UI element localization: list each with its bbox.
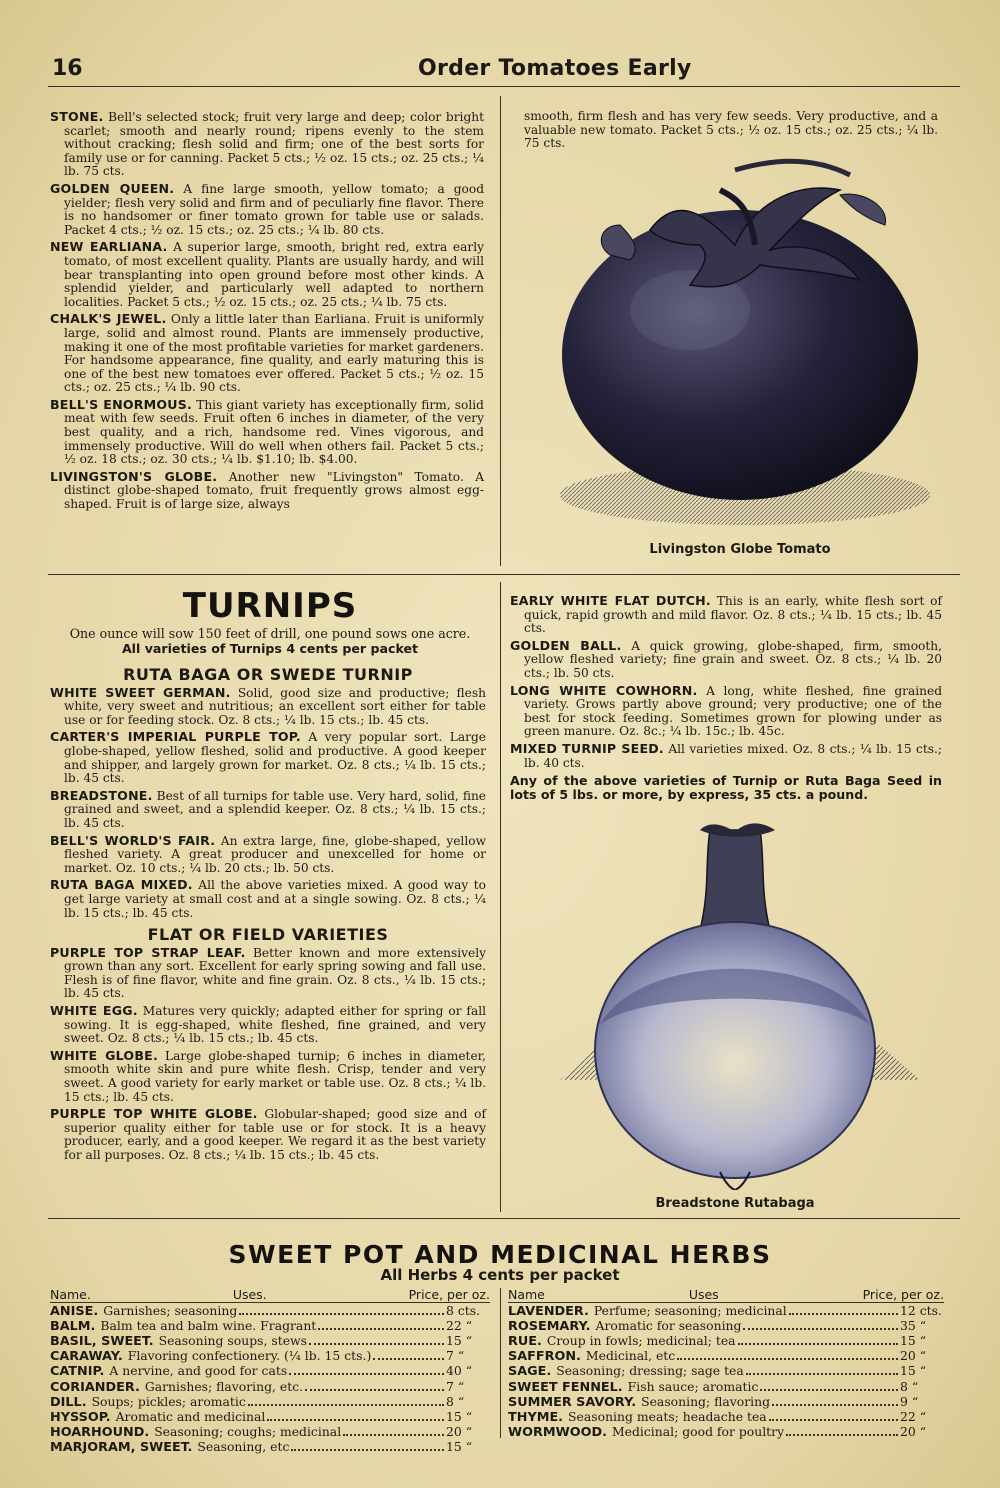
entry-description: Another new "Livingston" Tomato. A distinct globe-shaped tomato, fruit frequently grows almost egg-shaped. Fruit is of large size, always	[64, 469, 485, 512]
herb-price: 35 “	[900, 1317, 927, 1333]
entry-name: CHALK'S JEWEL.	[50, 311, 167, 327]
herb-uses: Seasoning soups, stews	[158, 1333, 307, 1348]
ruta-baga-heading: RUTA BAGA OR SWEDE TURNIP	[123, 665, 413, 684]
entry-name: STONE.	[50, 109, 104, 124]
entry-description: A fine large smooth, yellow tomato; a good yielder; flesh very solid and firm and of peculiarly fine flavor. There is no handsomer or finer tomato grown for table use or salads. Packet 4 cts.; ½ oz. 15 cts.; oz. 25 cts.; ¼ lb. 80 cts.	[64, 181, 484, 237]
tomato-caption: Livingston Globe Tomato	[649, 542, 831, 557]
entry-description: Best of all turnips for table use. Very hard, solid, fine grained and sweet, and a splendid keeper. Oz. 8 cts.; ¼ lb. 15 cts.; lb. 45 cts.	[64, 788, 487, 830]
catalog-entry	[50, 1049, 486, 1104]
herb-price: 8 “	[900, 1378, 919, 1394]
herb-row	[508, 1380, 944, 1395]
ruta-baga-list	[50, 686, 486, 921]
entry-name: GOLDEN QUEEN.	[50, 180, 175, 196]
herb-price: 9 “	[900, 1393, 919, 1409]
catalog-entry	[50, 686, 486, 728]
herb-price: 22 “	[446, 1317, 473, 1333]
entry-name: EARLY WHITE FLAT DUTCH.	[510, 593, 711, 608]
catalog-entry	[50, 240, 484, 309]
herb-row	[508, 1349, 944, 1364]
entry-description: Solid, good size and productive; flesh white, very sweet and nutritious; an excellent sort either for table use or for feeding stock. Oz. 8 cts.; ¼ lb. 15 cts.; lb. 45 cts.	[64, 685, 486, 727]
catalog-entry	[50, 110, 484, 179]
entry-description: All varieties mixed. Oz. 8 cts.; ¼ lb. 15 cts.; lb. 40 cts.	[524, 741, 943, 770]
herbs-right-table	[508, 1288, 944, 1440]
leader-dots	[769, 1419, 898, 1421]
flat-varieties-list	[50, 946, 486, 1163]
leader-dots	[786, 1434, 898, 1436]
herb-price: 12 cts.	[900, 1302, 942, 1318]
entry-name: MIXED TURNIP SEED.	[510, 740, 664, 756]
entry-description: Globular-shaped; good size and of superior quality either for table use or for stock. It is a heavy producer, early, and a good keeper. We regard it as the best variety for all purposes. Oz. 8 cts.; ¼ lb. 15 cts.; lb. 45 cts.	[64, 1107, 486, 1162]
entry-description: Matures very quickly; adapted either for spring or fall sowing. It is egg-shaped, white fleshed, fine grained, and very sweet. Oz. 8 cts.; ¼ lb. 15 cts.; lb. 45 cts.	[64, 1004, 487, 1046]
herb-row	[50, 1304, 490, 1319]
herbs-left-table	[50, 1288, 490, 1456]
entry-description: This is an early, white flesh sort of quick, rapid growth and mild flavor. Oz. 8 cts.; ¼ lb. 15 cts.; lb. 45 cts.	[524, 594, 943, 636]
herb-uses: A nervine, and good for cats	[109, 1363, 288, 1379]
herb-name: MARJORAM, SWEET.	[50, 1440, 193, 1456]
tomato-list-left	[50, 110, 484, 515]
herb-name: ANISE.	[50, 1303, 99, 1319]
entry-name: BELL'S WORLD'S FAIR.	[50, 832, 216, 848]
entry-name: WHITE SWEET GERMAN.	[50, 684, 231, 700]
leader-dots	[289, 1373, 444, 1375]
leader-dots	[239, 1313, 444, 1315]
bulk-turnip-note: Any of the above varieties of Turnip or Ruta Baga Seed in lots of 5 lbs. or more, by express, 35 cts. a pound.	[510, 773, 942, 803]
catalog-entry	[50, 1004, 486, 1046]
herb-row	[508, 1395, 944, 1410]
entry-description: A superior large, smooth, bright red, extra early tomato, of most excellent quality. Plants are usually hardy, and will bear transplanting into open ground before most other kinds. A splendid yielder, and particularly well adapted to northern localities. Packet 5 cts.; ½ oz. 15 cts.; oz. 25 cts.; ¼ lb. 75 cts.	[64, 240, 484, 309]
catalog-entry	[50, 182, 484, 237]
herb-row	[50, 1410, 490, 1425]
herb-row	[50, 1349, 490, 1364]
herb-name: RUE.	[508, 1334, 542, 1349]
entry-name: LONG WHITE COWHORN.	[510, 682, 698, 698]
herb-uses: Fish sauce; aromatic	[627, 1378, 759, 1394]
herb-uses: Soups; pickles; aromatic	[91, 1393, 246, 1409]
herb-uses: Garnishes; seasoning	[103, 1302, 238, 1318]
catalog-entry	[50, 1107, 486, 1162]
herb-price: 20 “	[900, 1348, 927, 1364]
herbs-subtitle: All Herbs 4 cents per packet	[380, 1266, 620, 1284]
herb-row	[50, 1425, 490, 1440]
herbs-left-header: Name. Uses. Price, per oz.	[50, 1287, 490, 1302]
herb-row	[50, 1334, 490, 1349]
catalog-entry	[50, 834, 486, 876]
flat-varieties-heading: FLAT OR FIELD VARIETIES	[147, 925, 389, 945]
herb-uses: Flavoring confectionery. (¼ lb. 15 cts.)	[127, 1348, 372, 1364]
herb-row	[508, 1425, 944, 1440]
turnip-list-right	[510, 594, 942, 770]
herb-uses: Seasoning meats; headache tea	[568, 1409, 767, 1425]
herb-uses: Croup in fowls; medicinal; tea	[546, 1333, 736, 1348]
entry-name: BELL'S ENORMOUS.	[50, 396, 192, 412]
turnips-left-column	[50, 664, 486, 1166]
entry-name: PURPLE TOP WHITE GLOBE.	[50, 1106, 258, 1122]
catalog-entry	[50, 946, 486, 1001]
rutabaga-caption: Breadstone Rutabaga	[655, 1196, 815, 1211]
turnips-title: TURNIPS	[182, 586, 358, 626]
herb-price: 15 “	[446, 1409, 473, 1425]
herb-row	[50, 1380, 490, 1395]
herb-price: 15 “	[900, 1363, 927, 1379]
page-header	[48, 52, 960, 87]
herb-price: 20 “	[446, 1424, 473, 1440]
catalog-entry	[50, 730, 486, 785]
catalog-entry	[50, 789, 486, 831]
herb-name: BALM.	[50, 1318, 96, 1334]
herb-price: 15 “	[446, 1439, 473, 1455]
herb-name: SAFFRON.	[508, 1349, 581, 1365]
herbs-right-header: Name Uses Price, per oz.	[508, 1287, 944, 1302]
leader-dots	[772, 1404, 898, 1406]
column-divider-middle	[500, 582, 501, 1212]
leader-dots	[248, 1404, 444, 1406]
herb-name: CORIANDER.	[50, 1379, 140, 1395]
entry-description: Large globe-shaped turnip; 6 inches in diameter, smooth white skin and pure white flesh. Crisp, tender and very sweet. A good variety for early market or table use. Oz. 8 cts.; ¼ lb. 15 cts.; lb. 45 cts.	[64, 1048, 487, 1104]
herb-name: DILL.	[50, 1394, 87, 1410]
herb-name: LAVENDER.	[508, 1303, 589, 1319]
herb-name: SUMMER SAVORY.	[508, 1394, 637, 1410]
herbs-title: SWEET POT AND MEDICINAL HERBS	[228, 1240, 772, 1269]
leader-dots	[291, 1449, 444, 1451]
entry-description: Better known and more extensively grown than any sort. Excellent for early spring sowing and fall use. Flesh is of fine flavor, white and fine grain. Oz. 8 cts., ¼ lb. 15 cts.; lb. 45 cts.	[64, 945, 486, 1001]
tomato-illustration	[540, 150, 940, 540]
herb-row	[50, 1440, 490, 1455]
herb-name: WORMWOOD.	[508, 1425, 607, 1441]
leader-dots	[743, 1328, 898, 1330]
leader-dots	[760, 1389, 898, 1391]
entry-name: BREADSTONE.	[50, 787, 153, 803]
page-number: 16	[52, 56, 83, 81]
entry-name: PURPLE TOP STRAP LEAF.	[50, 944, 246, 960]
leader-dots	[267, 1419, 444, 1421]
entry-description: Only a little later than Earliana. Fruit is uniformly large, solid and almost round. Plants are immensely productive, making it one of the most profitable varieties for market gardeners. For handsome appearance, fine quality, and early maturing this is one of the best new tomatoes ever offered. Packet 5 cts.; ½ oz. 15 cts.; oz. 25 cts.; ¼ lb. 90 cts.	[64, 312, 484, 395]
herb-row	[50, 1364, 490, 1379]
herb-uses: Garnishes; flavoring, etc.	[144, 1378, 304, 1394]
leader-dots	[746, 1373, 898, 1375]
entry-description: All the above varieties mixed. A good way to get large variety at small cost and at a single sowing. Oz. 8 cts.; ¼ lb. 15 cts.; lb. 45 cts.	[64, 878, 486, 920]
leader-dots	[309, 1343, 444, 1345]
herb-price: 22 “	[900, 1409, 927, 1425]
herb-row	[508, 1410, 944, 1425]
leader-dots	[373, 1358, 444, 1360]
herb-uses: Medicinal, etc	[585, 1348, 676, 1364]
herb-name: CATNIP.	[50, 1364, 105, 1380]
herb-name: ROSEMARY.	[508, 1318, 591, 1334]
entry-description: A long, white fleshed, fine grained variety. Grows partly above ground; very productive; one of the best for stock feeding. Sometimes grown for plowing under as green manure. Oz. 8c.; ¼ lb. 15c.; lb. 45c.	[524, 683, 943, 739]
herb-price: 8 “	[446, 1393, 465, 1409]
herb-uses: Aromatic and medicinal	[115, 1409, 266, 1425]
herb-name: HOARHOUND.	[50, 1425, 150, 1441]
leader-dots	[789, 1313, 898, 1315]
leader-dots	[343, 1434, 444, 1436]
leader-dots	[677, 1358, 898, 1360]
herb-price: 15 “	[900, 1333, 927, 1348]
section-divider-turnips	[48, 574, 960, 575]
herb-name: BASIL, SWEET.	[50, 1334, 154, 1349]
column-divider-herbs	[500, 1288, 501, 1438]
herb-price: 7 “	[446, 1378, 465, 1394]
catalog-entry	[510, 639, 942, 681]
entry-name: WHITE GLOBE.	[50, 1047, 158, 1063]
herb-row	[508, 1304, 944, 1319]
catalog-entry	[510, 742, 942, 770]
herb-name: SAGE.	[508, 1364, 552, 1380]
entry-description: Bell's selected stock; fruit very large and deep; color bright scarlet; smooth and nearly round; ripens evenly to the stem without cracking; flesh solid and firm; one of the best sorts for family use or for canning. Packet 5 cts.; ½ oz. 15 cts.; oz. 25 cts.; ¼ lb. 75 cts.	[64, 110, 485, 179]
turnips-right-column	[510, 594, 942, 802]
herb-name: HYSSOP.	[50, 1410, 111, 1426]
herb-name: SWEET FENNEL.	[508, 1379, 623, 1395]
herb-row	[508, 1364, 944, 1379]
herb-price: 7 “	[446, 1348, 465, 1364]
entry-description: A quick growing, globe-shaped, firm, smooth, yellow fleshed variety; fine grain and sweet. Oz. 8 cts.; ¼ lb. 20 cts.; lb. 50 cts.	[524, 638, 942, 680]
page-title: Order Tomatoes Early	[418, 56, 692, 81]
catalog-entry	[510, 594, 942, 636]
turnips-intro: One ounce will sow 150 feet of drill, one pound sows one acre. All varieties of Turnips 4 cents per packet	[69, 626, 471, 656]
herb-name: CARAWAY.	[50, 1349, 123, 1365]
column-divider-top	[500, 96, 501, 566]
herb-price: 8 cts.	[446, 1302, 481, 1318]
entry-name: CARTER'S IMPERIAL PURPLE TOP.	[50, 729, 301, 745]
entry-description: A very popular sort. Large globe-shaped, yellow fleshed, solid and productive. A good keeper and shipper, and largely grown for market. Oz. 8 cts.; ¼ lb. 15 cts.; lb. 45 cts.	[64, 730, 487, 786]
herb-price: 20 “	[900, 1424, 927, 1440]
catalog-entry	[510, 684, 942, 739]
catalog-entry	[50, 312, 484, 395]
herb-price: 40 “	[446, 1363, 473, 1379]
herb-uses: Seasoning; coughs; medicinal	[154, 1424, 342, 1440]
herb-name: THYME.	[508, 1410, 564, 1426]
herb-uses: Aromatic for seasoning	[595, 1317, 742, 1333]
section-divider-herbs	[48, 1218, 960, 1219]
entry-description: This giant variety has exceptionally firm, solid meat with few seeds. Fruit often 6 inches in diameter, of the very best quality, and a rich, handsome red. Vines vigorous, and immensely productive. Will do well when others fail. Packet 5 cts.; ½ oz. 18 cts.; oz. 30 cts.; ¼ lb. $1.10; lb. $4.00.	[64, 397, 484, 467]
leader-dots	[318, 1328, 444, 1330]
leader-dots	[738, 1343, 898, 1345]
catalog-entry	[50, 470, 484, 512]
entry-name: GOLDEN BALL.	[510, 637, 622, 653]
catalog-entry	[50, 398, 484, 467]
entry-name: WHITE EGG.	[50, 1003, 138, 1019]
herb-uses: Medicinal; good for poultry	[611, 1424, 785, 1440]
rutabaga-illustration	[560, 820, 920, 1190]
herb-uses: Seasoning; dressing; sage tea	[556, 1363, 744, 1379]
entry-name: NEW EARLIANA.	[50, 239, 168, 255]
herb-row	[508, 1319, 944, 1334]
tomato-continued-text: smooth, firm flesh and has very few seeds. Very productive, and a valuable new tomato. Packet 5 cts.; ½ oz. 15 cts.; oz. 25 cts.; ¼ lb. 75 cts.	[524, 109, 938, 151]
herb-uses: Seasoning, etc	[197, 1439, 290, 1455]
entry-description: An extra large, fine, globe-shaped, yellow fleshed variety. A great producer and unexcelled for home or market. Oz. 10 cts.; ¼ lb. 20 cts.; lb. 50 cts.	[64, 833, 486, 875]
entry-name: LIVINGSTON'S GLOBE.	[50, 468, 218, 484]
herb-row	[508, 1334, 944, 1349]
herb-price: 15 “	[446, 1333, 473, 1348]
entry-name: RUTA BAGA MIXED.	[50, 877, 193, 893]
herb-uses: Balm tea and balm wine. Fragrant	[100, 1317, 317, 1333]
herb-uses: Seasoning; flavoring	[641, 1393, 771, 1409]
herb-row	[50, 1395, 490, 1410]
herb-uses: Perfume; seasoning; medicinal	[593, 1302, 787, 1318]
catalog-entry	[50, 878, 486, 920]
leader-dots	[305, 1389, 444, 1391]
herb-row	[50, 1319, 490, 1334]
